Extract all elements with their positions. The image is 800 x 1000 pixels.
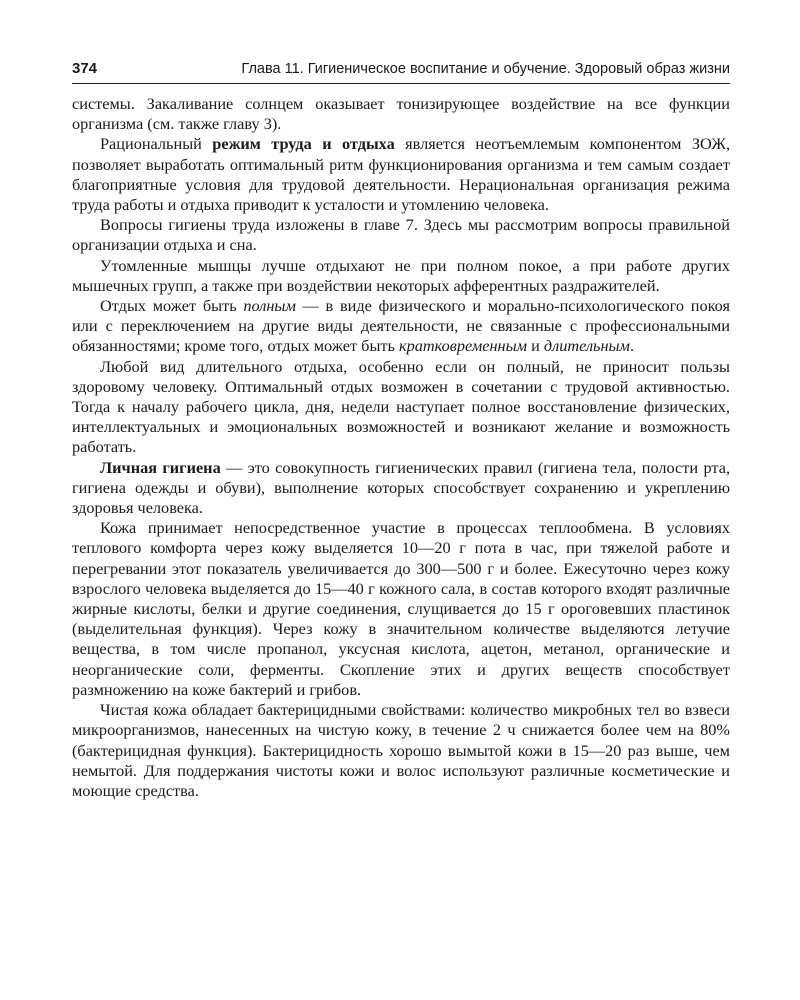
bold-term: режим труда и отдыха [212,134,395,154]
text-span: Рациональный [100,134,213,154]
text-span: — в виде физического и морально-психологического покоя или с переключением на другие виды деятельности, не связанные с профессиональными обязанностями; кроме того, отдых может быть [72,296,730,356]
chapter-title: Глава 11. Гигиеническое воспитание и обучение. Здоровый образ жизни [241,61,730,77]
running-header [72,60,730,84]
paragraph-tired-muscles: Утомленные мышцы лучше отдыхают не при полном покое, а при работе других мышечных групп, а также при воздействии некоторых афферентных раздражителей. [72,255,730,295]
italic-term: кратковременным [399,336,528,356]
paragraph-work-rest-regime [72,134,730,215]
page-number: 374 [72,60,98,77]
text-span: . [629,336,635,356]
paragraph-continuation: системы. Закаливание солнцем оказывает тонизирующее воздействие на все функции организма (см. также главу 3). [72,94,730,134]
body-text [72,84,730,801]
text-span: Отдых может быть [100,296,244,316]
paragraph-personal-hygiene [72,458,730,519]
paragraph-skin: Кожа принимает непосредственное участие в процессах теплообмена. В условиях теплового комфорта через кожу выделяется 10—20 г пота в час, при тяжелой работе и перегревании этот показатель увеличивается до 300—500 г и более. Ежесуточно через кожу взрослого человека выделяется до 15—40 г кожного сала, в состав которого входят различные жирные кислоты, белки и другие соединения, слущивается до 15 г ороговевших пластинок (выделительная функция). Через кожу в значительном количестве выделяются летучие вещества, в том числе пропанол, уксусная кислота, ацетон, метанол, органические и неорганические соли, ферменты. Скопление этих и других веществ способствует размножению на коже бактерий и грибов. [72,518,730,699]
paragraph-clean-skin: Чистая кожа обладает бактерицидными свойствами: количество микробных тел во взвеси микроорганизмов, нанесенных на чистую кожу, в течение 2 ч снижается более чем на 80% (бактерицидная функция). Бактерицидность хорошо вымытой кожи в 15—20 раз выше, чем немытой. Для поддержания чистоты кожи и волос используют различные косметические и моющие средства. [72,700,730,800]
italic-term: длительным [543,336,630,356]
text-span: является неотъемлемым компонентом ЗОЖ, позволяет выработать оптимальный ритм функционирования организма и тем самым создает благоприятные условия для трудовой деятельности. Нерациональная организация режима труда работы и отдыха приводит к усталости и утомлению человека. [72,134,731,215]
text-span: и [527,336,544,356]
paragraph-work-hygiene: Вопросы гигиены труда изложены в главе 7. Здесь мы рассмотрим вопросы правильной организации отдыха и сна. [72,215,730,255]
paragraph-rest-types [72,296,730,357]
paragraph-long-rest: Любой вид длительного отдыха, особенно если он полный, не приносит пользы здоровому человеку. Оптимальный отдых возможен в сочетании с трудовой активностью. Тогда к началу рабочего цикла, дня, недели наступает полное восстановление физических, интеллектуальных и эмоциональных возможностей и возникают желание и возможность работать. [72,356,730,457]
bold-term: Личная гигиена [100,457,221,477]
italic-term: полным [243,296,296,316]
text-span: — это совокупность гигиенических правил (гигиена тела, полости рта, гигиена одежды и обуви), выполнение которых способствует сохранению и укреплению здоровья человека. [72,457,731,518]
